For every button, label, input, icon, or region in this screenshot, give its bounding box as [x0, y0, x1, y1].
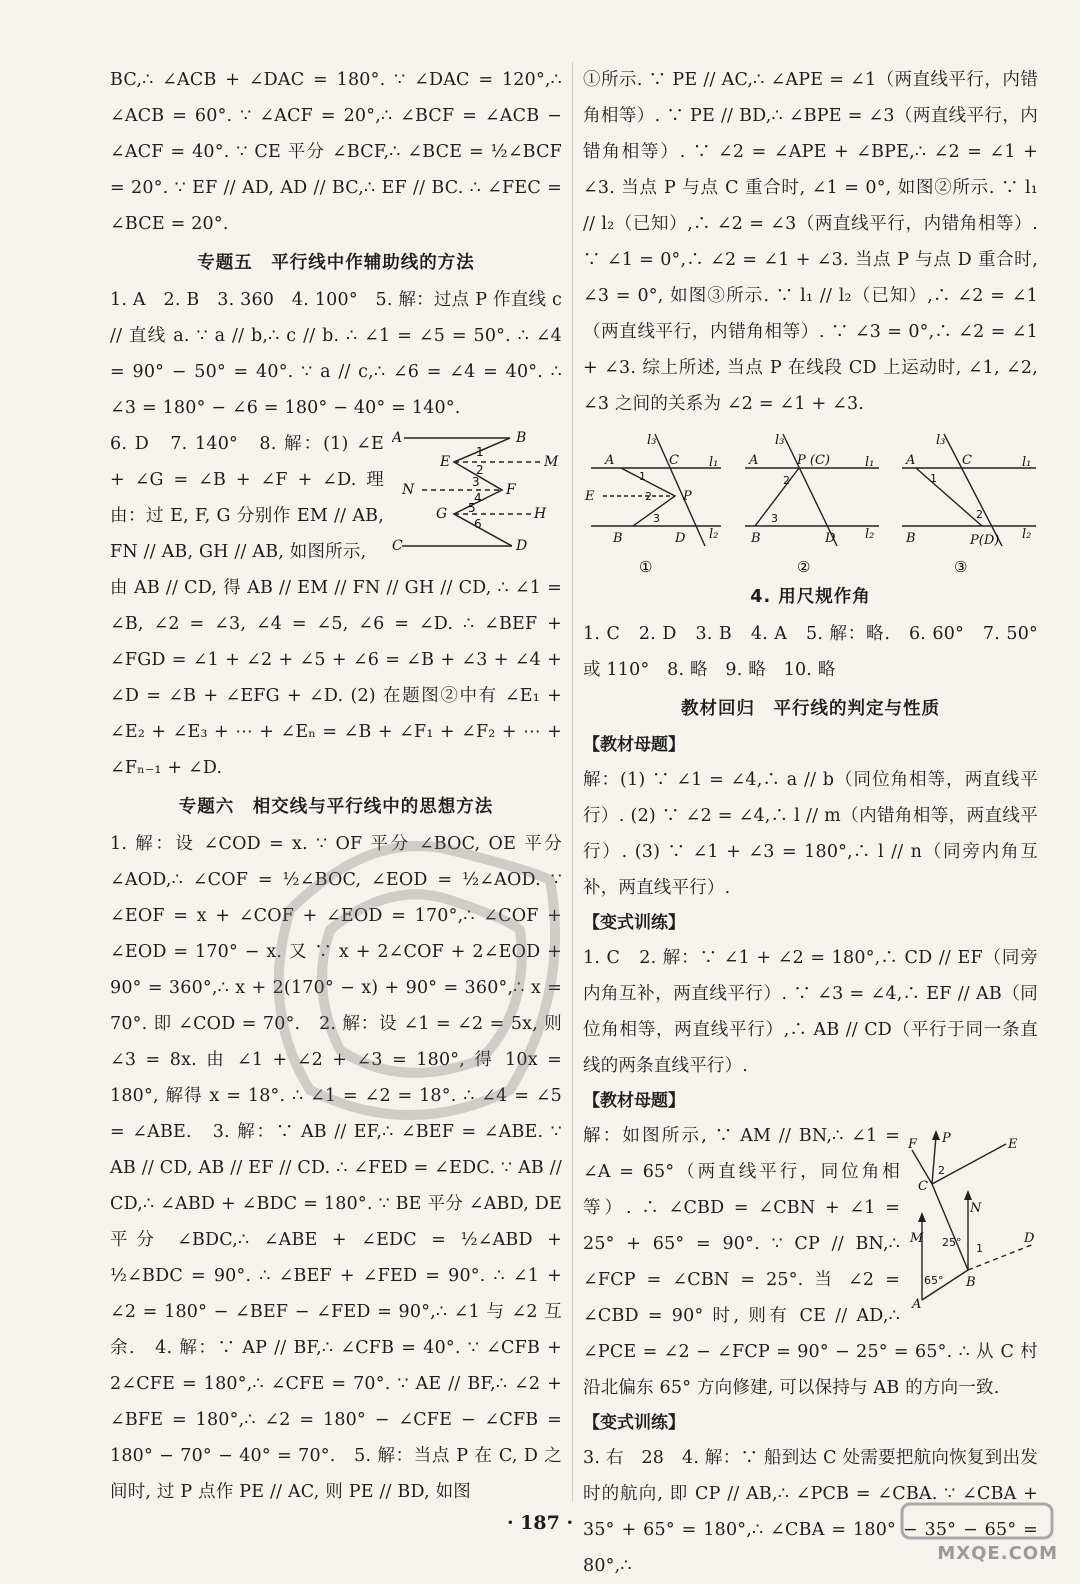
svg-text:1: 1 [930, 472, 937, 485]
subsection-tag: 【教材母题】 [583, 735, 685, 755]
svg-text:A: A [748, 453, 758, 468]
page-number: · 187 · [506, 1512, 574, 1534]
svg-text:4: 4 [474, 491, 482, 505]
svg-text:H: H [534, 506, 547, 522]
svg-text:1: 1 [639, 470, 646, 483]
svg-text:C: C [962, 453, 972, 468]
answer-paragraph: 1. C 2. 解：∵ ∠1 + ∠2 = 180°,∴ CD // EF（同旁内角互补，两直线平行）. ∵ ∠3 = ∠4,∴ EF // AB（同位角相等，两直线平行）,∴ AB // CD（平行于同一条直线的两条直线平行）. [583, 948, 1038, 1076]
svg-text:3: 3 [472, 475, 480, 489]
section-heading: 教材回归 平行线的判定与性质 [681, 699, 940, 719]
svg-text:25°: 25° [942, 1236, 962, 1249]
svg-text:N: N [970, 1201, 982, 1216]
svg-text:3: 3 [653, 512, 660, 525]
left-column [110, 62, 562, 1510]
svg-text:F: F [506, 482, 516, 498]
svg-text:2: 2 [645, 490, 652, 503]
svg-text:A: A [912, 1297, 922, 1310]
svg-text:l₂: l₂ [864, 527, 874, 542]
subsection-tag: 【变式训练】 [583, 1413, 685, 1433]
figure-1 [583, 426, 723, 576]
answer-paragraph: 1. 解：设 ∠COD = x. ∵ OF 平分 ∠BOC, OE 平分 ∠AOD,∴ ∠COF = ½∠BOC, ∠EOD = ½∠AOD. ∵ ∠EOF = x + ∠COF + ∠EOD = 170°,∴ ∠COF + ∠EOD = 170° − x. 又 ∵ x + 2∠COF + 2∠EOD + 90° = 360°,∴ x + 2(170° − x) + 90° = 360°,∴ x = 70°. 即 ∠COD = 70°. 2. 解：设 ∠1 = ∠2 = 5x, 则 ∠3 = 8x. 由 ∠1 + ∠2 + ∠3 = 180°, 得 10x = 180°, 解得 x = 18°. ∴ ∠1 = ∠2 = 18°. ∴ ∠4 = ∠5 = ∠ABE. 3. 解：∵ AB // EF,∴ ∠BEF = ∠ABE. ∵ AB // CD, AB // EF // CD. ∴ ∠FED = ∠EDC. ∵ AB // CD,∴ ∠ABD + ∠BDC = 180°. ∵ BE 平分 ∠ABD, DE 平分 ∠BDC,∴ ∠ABE + ∠EDC = ½∠ABD + ½∠BDC = 90°. ∴ ∠BEF + ∠FED = 90°. ∴ ∠1 + ∠2 = 180° − ∠BEF − ∠FED = 90°,∴ ∠1 与 ∠2 互余. 4. 解：∵ AP // BF,∴ ∠CFB = 40°. ∵ ∠CFB + 2∠CFE = 180°,∴ ∠CFE = 70°. ∵ AE // BF,∴ ∠2 + ∠BFE = 180°,∴ ∠2 = 180° − ∠CFE − ∠CFB = 180° − 70° − 40° = 70°. 5. 解：当点 P 在 C, D 之间时, 过 P 点作 PE // AC, 则 PE // BD, 如图 [110, 834, 562, 1502]
svg-text:N: N [402, 482, 415, 498]
column-divider [572, 62, 573, 1502]
svg-text:B: B [516, 430, 527, 446]
svg-text:D: D [824, 531, 835, 546]
answer-paragraph: 解：(1) ∵ ∠1 = ∠4,∴ a // b（同位角相等，两直线平行）. (2) ∵ ∠2 = ∠4,∴ l // m（内错角相等，两直线平行）. (3) ∵ ∠1 + ∠3 = 180°,∴ l // n（同旁内角互补，两直线平行）. [583, 770, 1038, 898]
svg-text:2: 2 [782, 474, 790, 487]
svg-text:P: P [683, 489, 692, 504]
svg-text:l₃: l₃ [774, 433, 784, 448]
svg-text:3: 3 [770, 512, 778, 525]
svg-text:l₂: l₂ [709, 527, 719, 542]
svg-text:B: B [966, 1275, 976, 1290]
svg-text:l₂: l₂ [1022, 527, 1032, 542]
fig-label: ③ [954, 558, 968, 576]
svg-text:C: C [392, 538, 403, 554]
subsection-tag: 【变式训练】 [583, 913, 685, 933]
answer-paragraph: 由 AB // CD, 得 AB // EM // FN // GH // CD, ∴ ∠1 = ∠B, ∠2 = ∠3, ∠4 = ∠5, ∠6 = ∠D. ∴ ∠BEF + ∠FGD = ∠1 + ∠2 + ∠5 + ∠6 = ∠B + ∠3 + ∠4 + ∠D = ∠B + ∠EFG + ∠D. (2) 在题图②中有 ∠E₁ + ∠E₂ + ∠E₃ + ⋯ + ∠Eₙ = ∠B + ∠F₁ + ∠F₂ + ⋯ + ∠Fₙ₋₁ + ∠D. [110, 578, 562, 778]
svg-text:2: 2 [938, 1164, 945, 1177]
svg-text:l₁: l₁ [709, 455, 719, 470]
compass-figure [908, 1120, 1038, 1310]
section-heading: 专题五 平行线中作辅助线的方法 [197, 253, 475, 273]
zigzag-figure [392, 428, 562, 558]
svg-text:B: B [750, 531, 761, 546]
svg-text:P(D): P(D) [970, 533, 1000, 548]
svg-text:D: D [1024, 1231, 1035, 1246]
svg-text:F: F [908, 1137, 918, 1152]
corner-watermark [892, 1500, 1062, 1564]
svg-text:D: D [516, 538, 528, 554]
svg-text:1: 1 [476, 445, 484, 459]
svg-text:M: M [910, 1231, 924, 1246]
svg-text:E: E [440, 454, 451, 470]
three-figures [583, 426, 1038, 576]
figure-2 [741, 426, 881, 576]
svg-text:5: 5 [468, 501, 476, 515]
svg-text:A: A [392, 430, 403, 446]
svg-text:l₃: l₃ [936, 433, 946, 448]
answer-paragraph: 1. C 2. D 3. B 4. A 5. 解：略. 6. 60° 7. 50° 或 110° 8. 略 9. 略 10. 略 [583, 624, 1038, 680]
svg-text:l₁: l₁ [1022, 455, 1032, 470]
figure-3 [898, 426, 1038, 576]
subsection-tag: 【教材母题】 [583, 1091, 685, 1111]
svg-text:B: B [906, 531, 916, 546]
svg-text:P (C): P (C) [796, 453, 830, 468]
answer-paragraph: ①所示. ∵ PE // AC,∴ ∠APE = ∠1（两直线平行，内错角相等）. ∵ PE // BD,∴ ∠BPE = ∠3（两直线平行，内错角相等）. ∵ ∠2 = ∠APE + ∠BPE,∴ ∠2 = ∠1 + ∠3. 当点 P 与点 C 重合时, ∠1 = 0°, 如图②所示. ∵ l₁ // l₂（已知）,∴ ∠2 = ∠3（两直线平行，内错角相等）. ∵ ∠1 = 0°,∴ ∠2 = ∠1 + ∠3. 当点 P 与点 D 重合时, ∠3 = 0°, 如图③所示. ∵ l₁ // l₂（已知）,∴ ∠2 = ∠1（两直线平行，内错角相等）. ∵ ∠3 = 0°,∴ ∠2 = ∠1 + ∠3. 综上所述, 当点 P 在线段 CD 上运动时, ∠1, ∠2, ∠3 之间的关系为 ∠2 = ∠1 + ∠3. [583, 70, 1038, 414]
fig-label: ② [796, 558, 810, 576]
svg-text:l₁: l₁ [864, 455, 874, 470]
svg-text:65°: 65° [924, 1274, 944, 1287]
watermark-url: MXQE.COM [937, 1543, 1058, 1564]
svg-text:B: B [613, 531, 623, 546]
watermark-stamp [250, 790, 580, 1150]
svg-text:1: 1 [976, 1242, 983, 1255]
section-heading: 4. 用尺规作角 [750, 587, 871, 607]
answer-paragraph: 3. 右 28 4. 解：∵ 船到达 C 处需要把航向恢复到出发时的航向, 即 CP // AB,∴ ∠PCB = ∠CBA. ∵ ∠CBA + 35° + 65° = 180°,∴ ∠CBA = 180° − 35° − 65° = 80°,∴ [583, 1448, 1038, 1576]
svg-text:6: 6 [474, 517, 482, 531]
svg-text:2: 2 [476, 463, 484, 477]
right-column [583, 62, 1038, 1584]
svg-text:2: 2 [976, 508, 983, 521]
svg-text:E: E [585, 489, 595, 504]
fig-label: ① [639, 558, 653, 576]
svg-text:G: G [436, 506, 448, 522]
svg-text:A: A [906, 453, 916, 468]
answer-paragraph: BC,∴ ∠ACB + ∠DAC = 180°. ∵ ∠DAC = 120°,∴ ∠ACB = 60°. ∵ ∠ACF = 20°,∴ ∠BCF = ∠ACB − ∠ACF = 40°. ∵ CE 平分 ∠BCF,∴ ∠BCE = ½∠BCF = 20°. ∵ EF // AD, AD // BC,∴ EF // BC. ∴ ∠FEC = ∠BCE = 20°. [110, 70, 562, 234]
svg-text:l₃: l₃ [647, 433, 657, 448]
answer-paragraph: 解：如图所示, ∵ AM // BN,∴ ∠1 = ∠A = 65°（两直线平行，同位角相等）. ∴ ∠CBD = ∠CBN + ∠1 = 25° + 65° = 90°. ∵ CP // BN,∴ ∠FCP = ∠CBN = 25°. 当 ∠2 = ∠CBD = 90° 时, 则有 CE // AD,∴ ∠PCE = ∠2 − ∠FCP = 90° − 25° = 65°. ∴ 从 C 村沿北偏东 65° 方向修建, 可以保持与 AB 的方向一致. [583, 1126, 1038, 1398]
svg-text:P: P [942, 1131, 951, 1146]
svg-text:E: E [1008, 1137, 1018, 1152]
answer-paragraph: 6. D 7. 140° 8. 解：(1) ∠E + ∠G = ∠B + ∠F + ∠D. 理由：过 E, F, G 分别作 EM // AB, FN // AB, GH // AB, 如图所示, [110, 434, 384, 562]
svg-text:A: A [605, 453, 615, 468]
svg-text:D: D [675, 531, 686, 546]
watermark-logo [892, 1500, 1062, 1544]
answer-paragraph: 1. A 2. B 3. 360 4. 100° 5. 解：过点 P 作直线 c // 直线 a. ∵ a // b,∴ c // b. ∴ ∠1 = ∠5 = 50°. ∴ ∠4 = 90° − 50° = 40°. ∵ a // c,∴ ∠6 = ∠4 = 40°. ∴ ∠3 = 180° − ∠6 = 180° − 40° = 140°. [110, 290, 562, 418]
svg-text:C: C [669, 453, 679, 468]
svg-text:C: C [918, 1179, 928, 1194]
svg-text:M: M [544, 454, 559, 470]
section-heading: 专题六 相交线与平行线中的思想方法 [178, 797, 494, 817]
